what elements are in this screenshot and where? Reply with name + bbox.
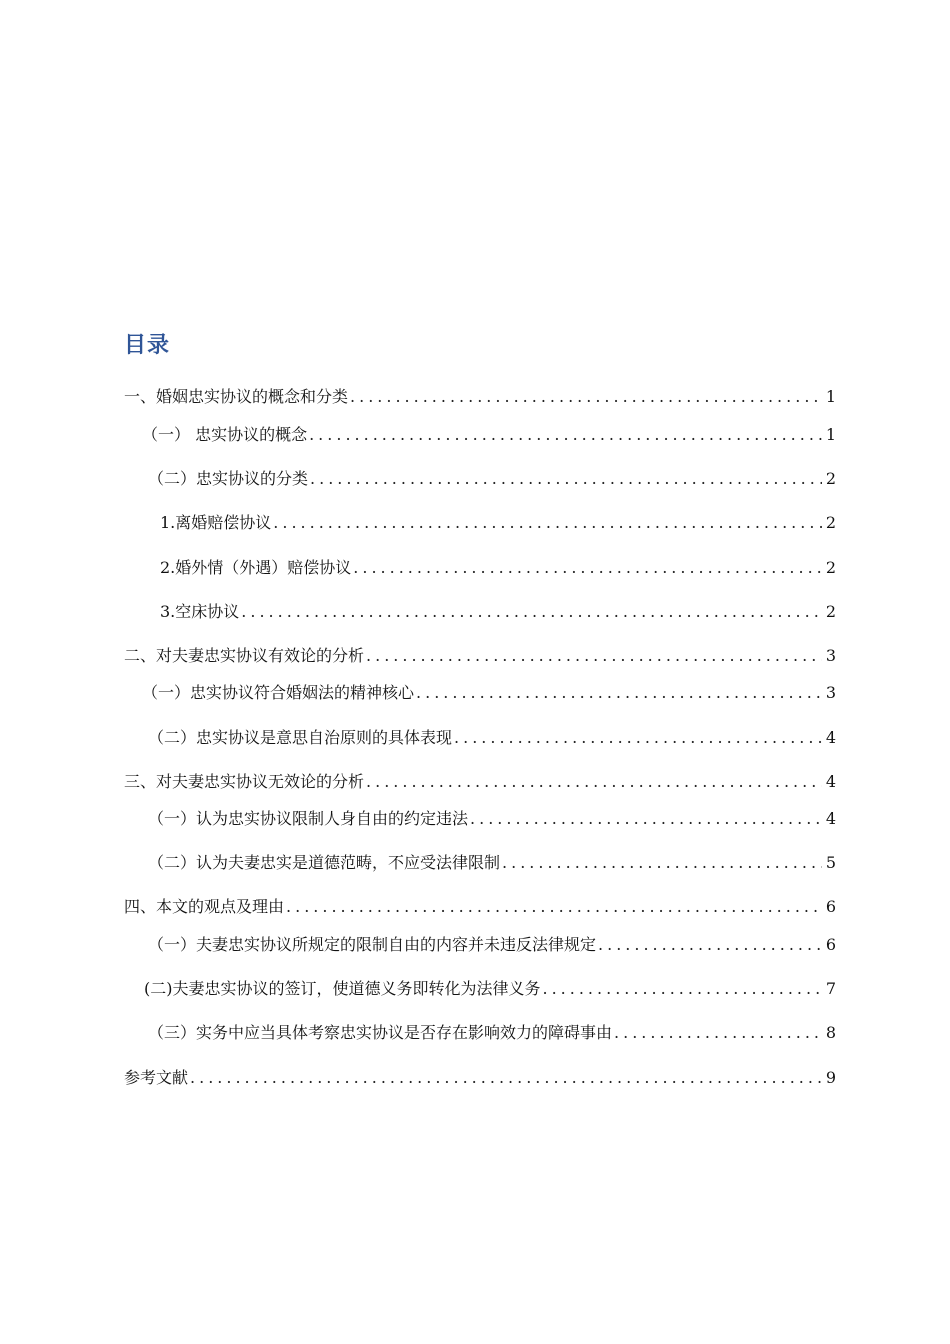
toc-entry[interactable] <box>124 894 836 920</box>
toc-page-number: 3 <box>825 646 836 665</box>
toc-entry[interactable] <box>160 555 836 581</box>
toc-entry-text: 3.空床协议 <box>160 602 240 621</box>
toc-entry-text: (二)夫妻忠实协议的签订，使道德义务即转化为法律义务 <box>144 979 541 998</box>
toc-page-number: 3 <box>825 683 836 702</box>
toc-entry-text: 四、本文的观点及理由 <box>124 897 285 916</box>
toc-leader-dots <box>188 1065 822 1091</box>
toc-entry[interactable] <box>148 806 836 832</box>
toc-leader-dots <box>364 643 822 669</box>
toc-leader-dots <box>284 894 822 920</box>
toc-page-number: 2 <box>825 558 836 577</box>
toc-entry-text: （三）实务中应当具体考察忠实协议是否存在影响效力的障碍事由 <box>148 1023 613 1042</box>
toc-title: 目录 <box>124 333 171 358</box>
toc-leader-dots <box>612 1020 822 1046</box>
toc-entry-text: （二）忠实协议是意思自治原则的具体表现 <box>148 728 453 747</box>
toc-page-number: 6 <box>825 897 836 916</box>
toc-leader-dots <box>307 422 822 448</box>
toc-page-number: 8 <box>825 1023 836 1042</box>
toc-page-number: 4 <box>825 728 836 747</box>
toc-page-number: 2 <box>825 602 836 621</box>
toc-entry-text: 1.离婚赔偿协议 <box>160 513 272 532</box>
toc-entry-text: （一）忠实协议符合婚姻法的精神核心 <box>142 683 415 702</box>
toc-page-number: 1 <box>825 425 836 444</box>
toc-page-number: 1 <box>825 387 836 406</box>
toc-page-number: 6 <box>825 935 836 954</box>
toc-leader-dots <box>414 680 822 706</box>
toc-entry-text: 二、对夫妻忠实协议有效论的分析 <box>124 646 365 665</box>
toc-page-number: 4 <box>825 772 836 791</box>
toc-entry[interactable] <box>124 1065 836 1091</box>
toc-entry[interactable] <box>124 643 836 669</box>
toc-entry-text: （一）夫妻忠实协议所规定的限制自由的内容并未违反法律规定 <box>148 935 597 954</box>
toc-entry[interactable] <box>148 932 836 958</box>
toc-entry-text: （一） 忠实协议的概念 <box>142 425 308 444</box>
toc-entry[interactable] <box>144 976 836 1002</box>
toc-leader-dots <box>348 384 822 410</box>
toc-leader-dots <box>468 806 822 832</box>
toc-entry[interactable] <box>148 850 836 876</box>
toc-leader-dots <box>541 976 822 1002</box>
toc-entry-text: 一、婚姻忠实协议的概念和分类 <box>124 387 349 406</box>
toc-page-number: 2 <box>825 469 836 488</box>
toc-entry[interactable] <box>148 1020 836 1046</box>
toc-leader-dots <box>271 510 822 536</box>
toc-entry-text: 2.婚外情（外遇）赔偿协议 <box>160 558 352 577</box>
toc-entry[interactable] <box>124 384 836 410</box>
toc-leader-dots <box>596 932 822 958</box>
toc-leader-dots <box>500 850 822 876</box>
toc-page-number: 9 <box>825 1068 836 1087</box>
toc-entry[interactable] <box>142 422 836 448</box>
toc-entry-text: （一）认为忠实协议限制人身自由的约定违法 <box>148 809 469 828</box>
toc-entry-text: （二）认为夫妻忠实是道德范畴，不应受法律限制 <box>148 853 501 872</box>
toc-entry[interactable] <box>148 725 836 751</box>
toc-leader-dots <box>308 466 822 492</box>
toc-leader-dots <box>452 725 822 751</box>
toc-page-number: 7 <box>825 979 836 998</box>
toc-leader-dots <box>364 769 822 795</box>
toc-leader-dots <box>351 555 822 581</box>
toc-entry[interactable] <box>160 599 836 625</box>
toc-entry-text: （二）忠实协议的分类 <box>148 469 309 488</box>
toc-entry[interactable] <box>148 466 836 492</box>
toc-page-number: 4 <box>825 809 836 828</box>
toc-leader-dots <box>239 599 822 625</box>
toc-page-number: 5 <box>825 853 836 872</box>
toc-entry[interactable] <box>160 510 836 536</box>
toc-page-number: 2 <box>825 513 836 532</box>
toc-entry[interactable] <box>142 680 836 706</box>
toc-entry-text: 三、对夫妻忠实协议无效论的分析 <box>124 772 365 791</box>
toc-entry-text: 参考文献 <box>124 1068 189 1087</box>
toc-entry[interactable] <box>124 769 836 795</box>
